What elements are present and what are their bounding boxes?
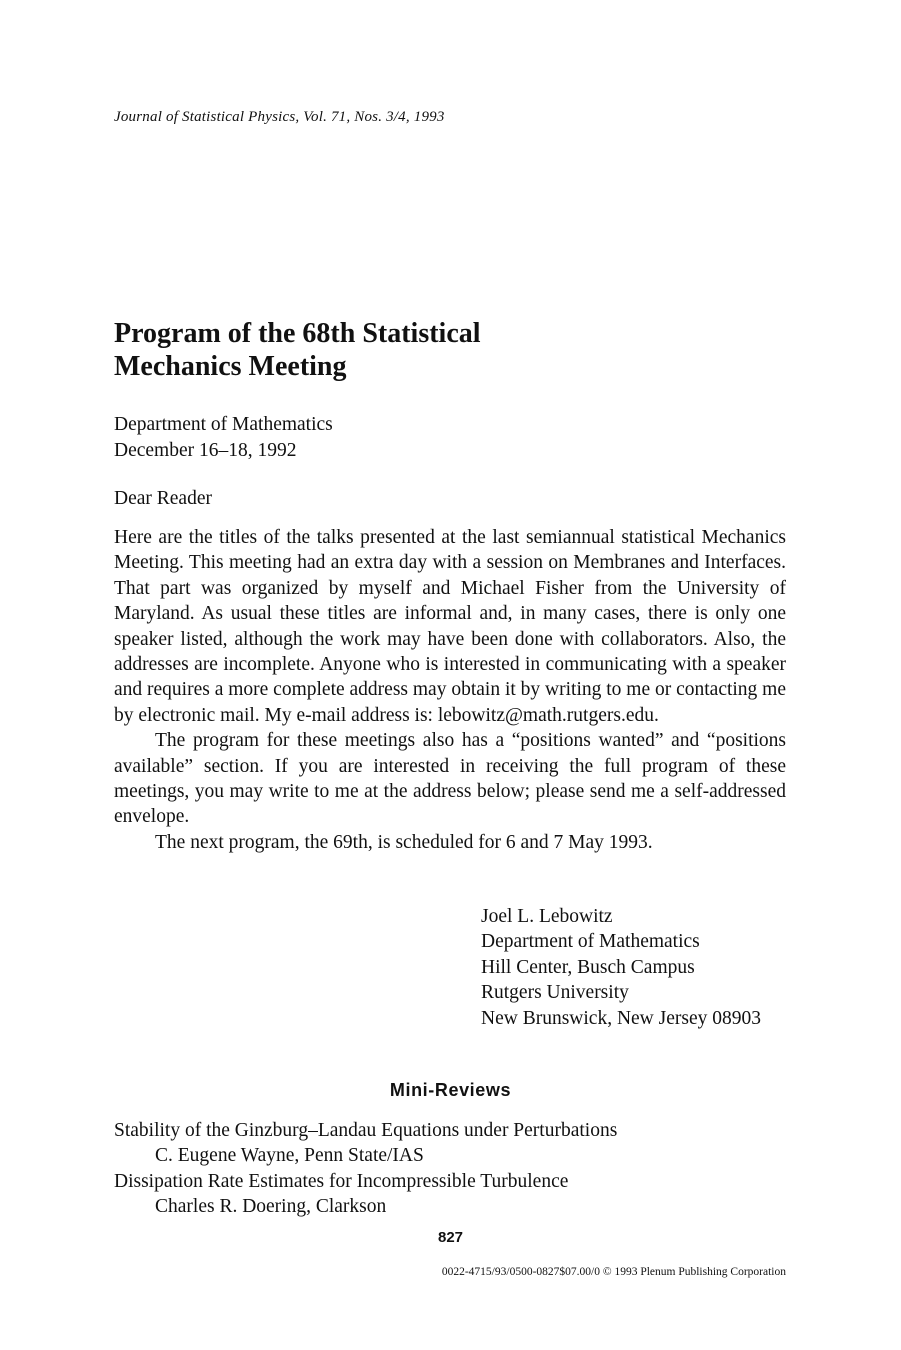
review-title: Stability of the Ginzburg–Landau Equations under Perturbations (114, 1120, 618, 1141)
paragraph-1: Here are the titles of the talks presented at the last semiannual statistical Mechanics Meeting. This meeting had an extra day with a session on Membranes and Interfaces. That part was organized by myself and Michael Fisher from the University of Maryland. As usual these titles are informal and, in many cases, there is only one speaker listed, although the work may have been done with collaborators. Also, the addresses are incomplete. Anyone who is interested in communicating with a speaker and requires a more complete address may obtain it by writing to me or contacting me by electronic mail. My e-mail address is: lebowitz@math.rutgers.edu. (114, 527, 787, 726)
signature-line: Hill Center, Busch Campus (481, 956, 695, 978)
list-item (114, 1118, 617, 1169)
signature-line: New Brunswick, New Jersey 08903 (481, 1007, 761, 1029)
paragraph-3: The next program, the 69th, is scheduled for 6 and 7 May 1993. (155, 831, 653, 853)
signature-block (481, 904, 761, 1031)
department: Department of Mathematics (114, 414, 333, 435)
paragraph-2: The program for these meetings also has a “positions wanted” and “positions available” section. If you are interested in receiving the full program of these meetings, you may write to me at the address below; please send me a self-addressed envelope. (114, 730, 786, 828)
journal-citation: Journal of Statistical Physics, Vol. 71, Nos. 3/4, 1993 (114, 109, 445, 125)
meeting-date: December 16–18, 1992 (114, 439, 297, 461)
title-line-2: Mechanics Meeting (114, 351, 347, 382)
page-title (114, 317, 814, 383)
section-heading-mini-reviews: Mini-Reviews (389, 1080, 512, 1100)
letter-body (114, 525, 786, 855)
list-item (114, 1169, 617, 1220)
signature-name: Joel L. Lebowitz (481, 906, 613, 927)
salutation: Dear Reader (114, 488, 212, 509)
review-speaker: Charles R. Doering, Clarkson (155, 1196, 387, 1218)
copyright-line: 0022-4715/93/0500-0827$07.00/0 © 1993 Plenum Publishing Corporation (441, 1266, 786, 1278)
signature-line: Department of Mathematics (481, 931, 700, 953)
signature-line: Rutgers University (481, 982, 629, 1004)
title-line-1: Program of the 68th Statistical (114, 318, 481, 349)
review-speaker: C. Eugene Wayne, Penn State/IAS (155, 1145, 424, 1167)
page-number: 827 (437, 1229, 464, 1246)
meeting-info (114, 412, 333, 463)
review-title: Dissipation Rate Estimates for Incompressible Turbulence (114, 1170, 569, 1192)
mini-reviews-list (114, 1118, 617, 1220)
